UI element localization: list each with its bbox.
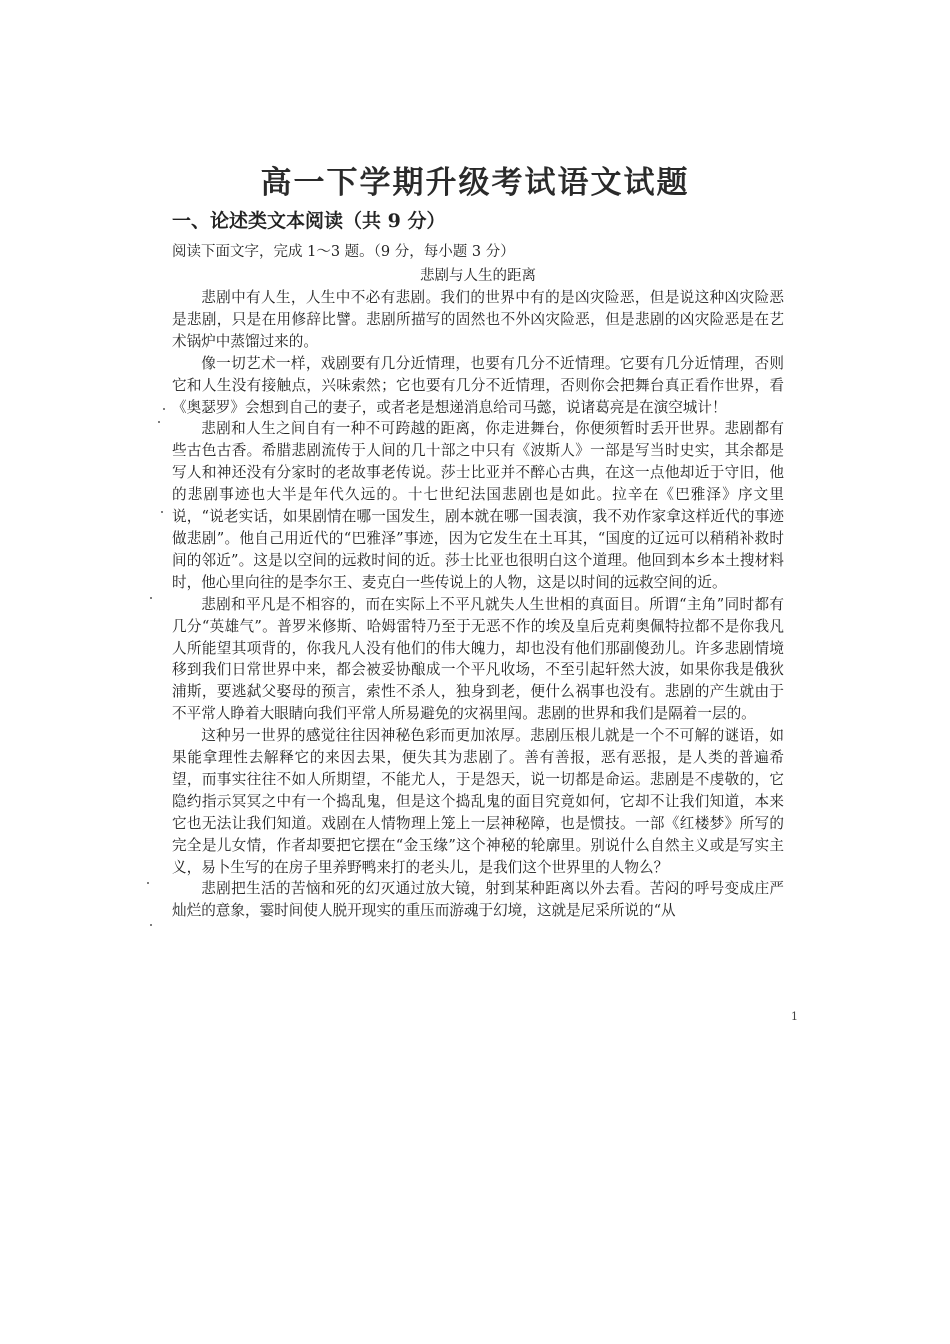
article-title: 悲剧与人生的距离 <box>420 268 536 284</box>
scan-speck <box>158 421 160 423</box>
paragraph: 悲剧和平凡是不相容的，而在实际上不平凡就失人生世相的真面目。所谓“主角”同时都有几分“英雄气”。普罗米修斯、哈姆雷特乃至于无恶不作的埃及皇后克莉奥佩特拉都不是你我凡人所能望其项背的，你我凡人没有他们的伟大魄力，却也没有他们那副傻劲儿。许多悲剧情境移到我们日常世界中来，都会被妥协酿成一个平凡收场，不至引起轩然大波，如果你我是俄狄浦斯，要逃弑父娶母的预言，索性不杀人，独身到老，便什么祸事也没有。悲剧的产生就由于不平常人睁着大眼睛向我们平常人所易避免的灾祸里闯。悲剧的世界和我们是隔着一层的。 <box>172 595 784 723</box>
reading-instruction: 阅读下面文字，完成 1～3 题。（9 分，每小题 3 分） <box>172 244 515 260</box>
paragraph: 像一切艺术一样，戏剧要有几分近情理，也要有几分不近情理。它要有几分近情理，否则它和人生没有接触点，兴味索然；它也要有几分不近情理，否则你会把舞台真正看作世界，看《奥瑟罗》会想到自己的妻子，或者老是想递消息给司马懿，说诸葛亮是在演空城计！ <box>172 354 784 416</box>
scan-speck <box>147 882 149 884</box>
scan-speck <box>161 511 163 513</box>
page-number: 1 <box>791 1010 798 1023</box>
scan-speck <box>150 597 152 599</box>
paragraph: 这种另一世界的感觉往往因神秘色彩而更加浓厚。悲剧压根儿就是一个不可解的谜语，如果能拿理性去解释它的来因去果，便失其为悲剧了。善有善报，恶有恶报，是人类的普遍希望，而事实往往不如人所期望，不能尤人，于是怨天，说一切都是命运。悲剧是不虔敬的，它隐约指示冥冥之中有一个捣乱鬼，但是这个捣乱鬼的面目究竟如何，它却不让我们知道，本来它也无法让我们知道。戏剧在人情物理上笼上一层神秘障，也是惯技。一部《红楼梦》所写的完全是儿女情，作者却要把它摆在“金玉缘”这个神秘的轮廓里。别说什么自然主义或是写实主义，易卜生写的在房子里养野鸭来打的老头儿，是我们这个世界里的人物么？ <box>172 727 784 876</box>
scan-speck <box>163 408 165 410</box>
article-body <box>172 287 784 922</box>
scan-speck <box>150 924 152 926</box>
paragraph: 悲剧和人生之间自有一种不可跨越的距离，你走进舞台，你便须暂时丢开世界。悲剧都有些古色古香。希腊悲剧流传于人间的几十部之中只有《波斯人》一部是写当时史实，其余都是写人和神还没有分家时的老故事老传说。莎士比亚并不醉心古典，在这一点他却近于守旧，他的悲剧事迹也大半是年代久远的。十七世纪法国悲剧也是如此。拉辛在《巴雅泽》序文里说，“说老实话，如果剧情在哪一国发生，剧本就在哪一国表演，我不劝作家拿这样近代的事迹做悲剧”。他自己用近代的“巴雅泽”事迹，因为它发生在土耳其，“国度的辽远可以稍稍补救时间的邻近”。这是以空间的远救时间的近。莎士比亚也很明白这个道理。他回到本乡本土搜材料时，他心里向往的是李尔王、麦克白一些传说上的人物，这是以时间的远救空间的近。 <box>172 420 784 591</box>
paragraph: 悲剧中有人生，人生中不必有悲剧。我们的世界中有的是凶灾险恶，但是说这种凶灾险恶是悲剧，只是在用修辞比譬。悲剧所描写的固然也不外凶灾险恶，但是悲剧的凶灾险恶是在艺术锅炉中蒸馏过来的。 <box>172 289 784 350</box>
paragraph: 悲剧把生活的苦恼和死的幻灭通过放大镜，射到某种距离以外去看。苦闷的呼号变成庄严灿烂的意象，霎时间使人脱开现实的重压而游魂于幻境，这就是尼采所说的“从 <box>172 880 784 920</box>
document-title: 高一下学期升级考试语文试题 <box>260 165 690 201</box>
section-heading: 一、论述类文本阅读（共 9 分） <box>172 210 446 232</box>
